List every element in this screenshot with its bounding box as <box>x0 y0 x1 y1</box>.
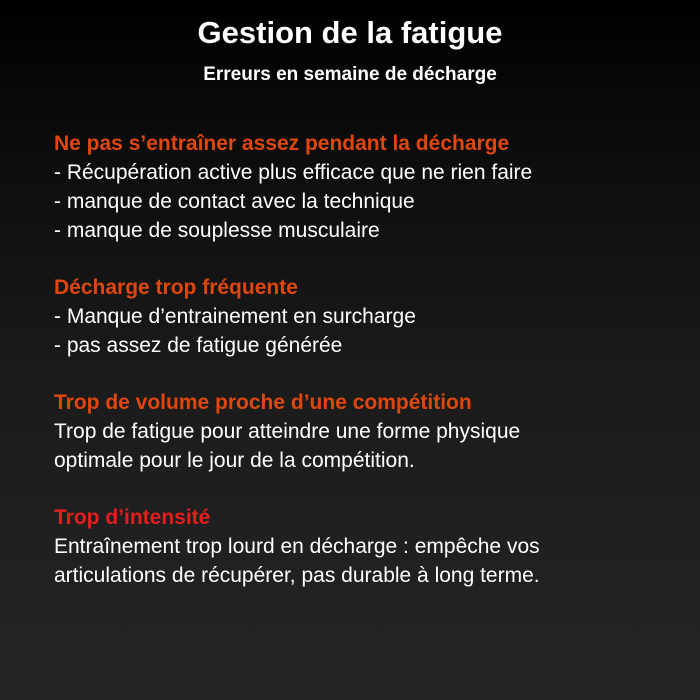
section-not-enough-training <box>54 129 674 245</box>
section-line: articulations de récupérer, pas durable à long terme. <box>54 564 540 587</box>
section-too-frequent <box>54 273 674 360</box>
slide-content <box>54 129 674 618</box>
section-line: - manque de souplesse musculaire <box>54 219 380 242</box>
slide-subtitle: Erreurs en semaine de décharge <box>203 64 497 85</box>
section-line: optimale pour le jour de la compétition. <box>54 449 415 472</box>
section-too-much-volume <box>54 388 674 475</box>
section-line: Trop de fatigue pour atteindre une forme physique <box>54 420 521 443</box>
section-too-much-intensity <box>54 503 674 590</box>
section-heading: Trop d’intensité <box>54 506 211 529</box>
section-line: - Manque d’entrainement en surcharge <box>54 305 416 328</box>
section-heading: Ne pas s’entraîner assez pendant la décharge <box>54 132 510 155</box>
section-line: Entraînement trop lourd en décharge : empêche vos <box>54 535 540 558</box>
section-heading: Décharge trop fréquente <box>54 276 298 299</box>
slide-title: Gestion de la fatigue <box>197 15 503 50</box>
section-line: - pas assez de fatigue générée <box>54 334 343 357</box>
section-heading: Trop de volume proche d’une compétition <box>54 391 472 414</box>
section-line: - Récupération active plus efficace que ne rien faire <box>54 161 533 184</box>
section-line: - manque de contact avec la technique <box>54 190 415 213</box>
